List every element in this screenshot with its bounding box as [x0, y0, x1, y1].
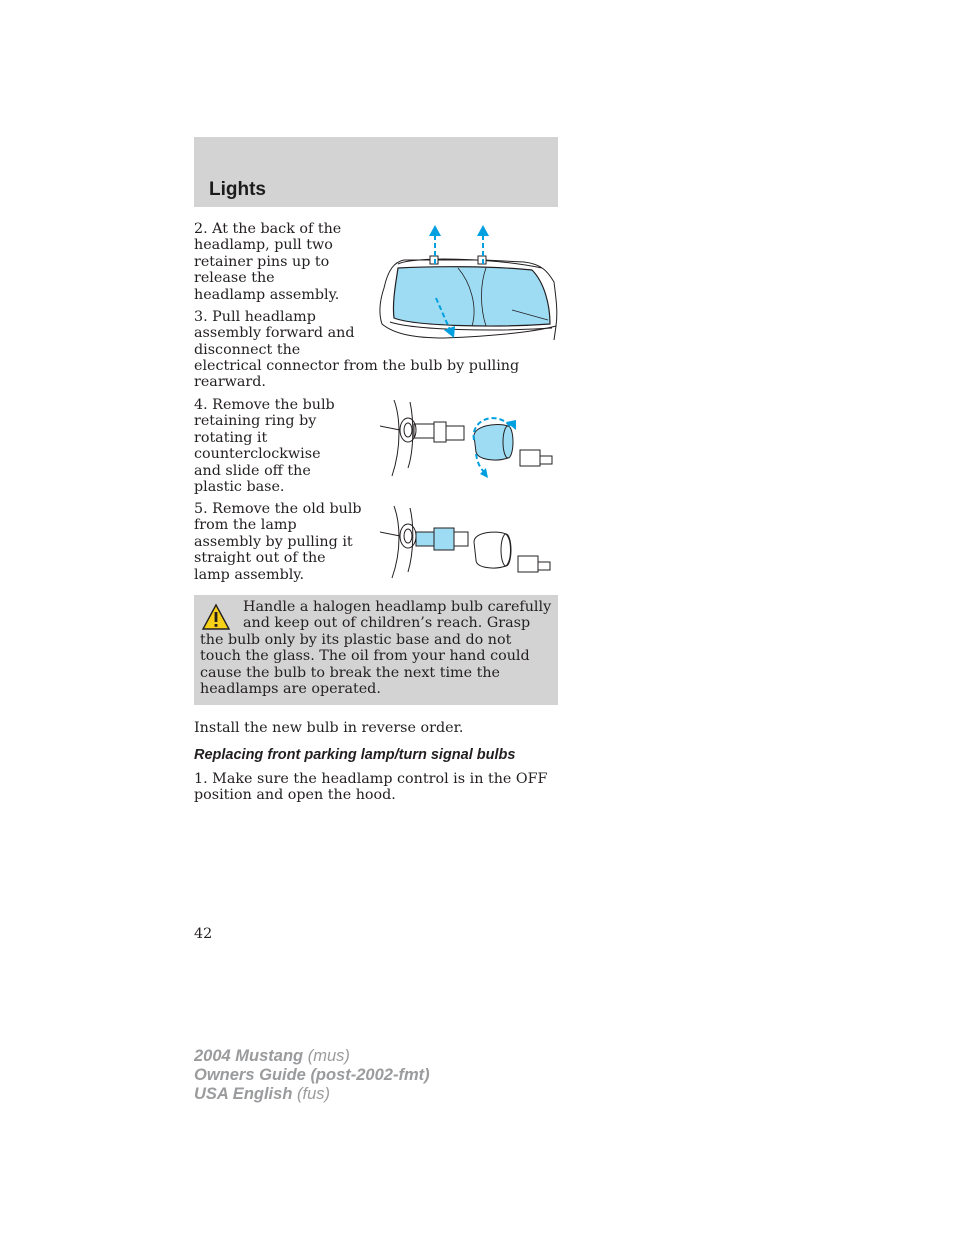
warning-box [194, 595, 558, 705]
step-2-text: 2. At the back of the headlamp, pull two retainer pins up to release the headlamp assembly. [194, 221, 342, 303]
footer-model: 2004 Mustang [194, 1047, 304, 1065]
parking-lamp-step-1: 1. Make sure the headlamp control is in the OFF position and open the hood. [194, 771, 548, 804]
footer-language: USA English [194, 1085, 293, 1103]
remove-old-bulb-figure [378, 504, 558, 584]
bulb-retaining-ring-figure [378, 396, 558, 484]
headlamp-retainer-pins-figure [374, 222, 560, 344]
step-3-text: 3. Pull headlamp assembly forward and disconnect the [194, 309, 355, 358]
step-3-continued-text: electrical connector from the bulb by pulling rearward. [194, 358, 520, 391]
footer-language-code: (fus) [297, 1085, 330, 1103]
install-instruction: Install the new bulb in reverse order. [194, 720, 464, 736]
page-number: 42 [194, 926, 213, 942]
section-title: Lights [209, 179, 266, 200]
document-footer [194, 1047, 430, 1104]
warning-text: Handle a halogen headlamp bulb carefully and keep out of children’s reach. Grasp the bulb only by its plastic base and do not touch the glass. The oil from your hand could cause the bulb to break the next time the headlamps are operated. [200, 599, 552, 698]
step-5-text: 5. Remove the old bulb from the lamp assembly by pulling it straight out of the lamp assembly. [194, 501, 362, 583]
footer-model-code: (mus) [307, 1047, 350, 1065]
section-header [194, 137, 558, 207]
footer-guide: Owners Guide (post-2002-fmt) [194, 1066, 430, 1084]
step-4-text: 4. Remove the bulb retaining ring by rotating it counterclockwise and slide off the plastic base. [194, 397, 335, 496]
section-heading: Replacing front parking lamp/turn signal bulbs [194, 747, 516, 763]
